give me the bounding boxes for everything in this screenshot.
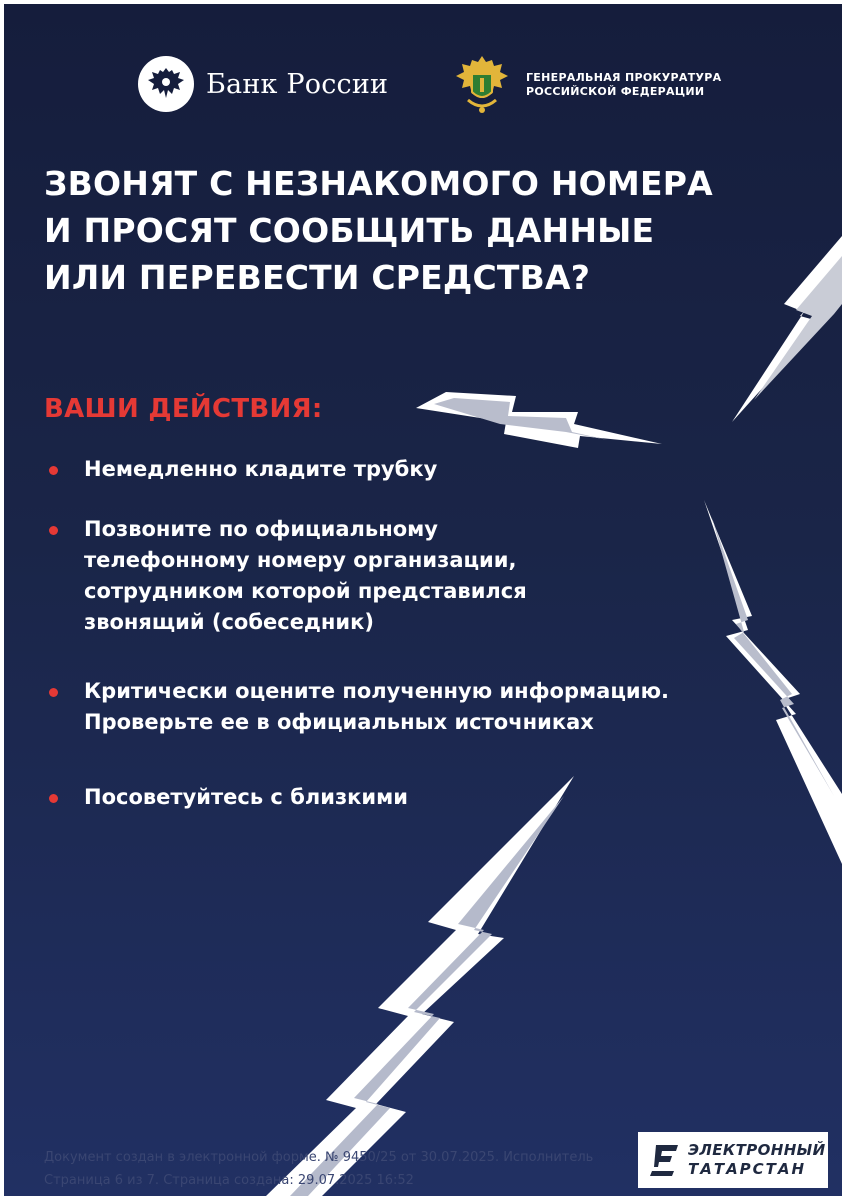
document-stamp-line: Страница 6 из 7. Страница создана: 29.07.2025 16:52 [44,1173,414,1188]
document-stamp-line: Документ создан в электронной форме. № 9450/25 от 30.07.2025. Исполнитель [44,1150,594,1165]
headline [44,160,834,301]
action-item-line: Критически оцените полученную информацию. [84,679,669,703]
bank-name: Банк России [206,68,389,100]
action-item-line: Посоветуйтесь с близкими [84,785,409,809]
bullet-dot [49,526,58,535]
action-item-line: звонящий (собеседник) [84,610,374,634]
lightning-bolt-bottom [266,776,574,1196]
actions-title: ВАШИ ДЕЙСТВИЯ: [44,394,323,424]
action-item [44,514,744,638]
bullet-dot [49,794,58,803]
prosecutor-emblem-icon [450,52,514,118]
badge-line1: ЭЛЕКТРОННЫЙ [688,1141,826,1159]
prosecutor-name-line1: ГЕНЕРАЛЬНАЯ ПРОКУРАТУРА [526,71,722,84]
action-item [44,454,744,485]
action-item [44,676,744,738]
electronic-tatarstan-badge [638,1132,828,1188]
headline-line: И ПРОСЯТ СООБЩИТЬ ДАННЫЕ [44,211,655,250]
headline-line: ИЛИ ПЕРЕВЕСТИ СРЕДСТВА? [44,258,591,297]
prosecutor-name-line2: РОССИЙСКОЙ ФЕДЕРАЦИИ [526,85,705,98]
bank-of-russia-eagle-icon [138,56,194,112]
action-item-line: Немедленно кладите трубку [84,457,438,481]
electronic-tatarstan-logo-icon [650,1143,680,1177]
poster [4,4,842,1196]
bullet-dot [49,466,58,475]
action-item-line: Позвоните по официальному [84,517,438,541]
lightning-bolt-middle [416,392,662,448]
bullet-dot [49,688,58,697]
action-item-line: Проверьте ее в официальных источниках [84,710,594,734]
bank-of-russia-logo [138,56,388,112]
action-item [44,782,744,813]
headline-line: ЗВОНЯТ С НЕЗНАКОМОГО НОМЕРА [44,164,713,203]
action-item-line: телефонному номеру организации, [84,548,517,572]
prosecutor-general-logo [450,52,721,118]
action-item-line: сотрудником которой представился [84,579,527,603]
badge-line2: ТАТАРСТАН [688,1160,807,1178]
document-stamp [44,1146,593,1192]
